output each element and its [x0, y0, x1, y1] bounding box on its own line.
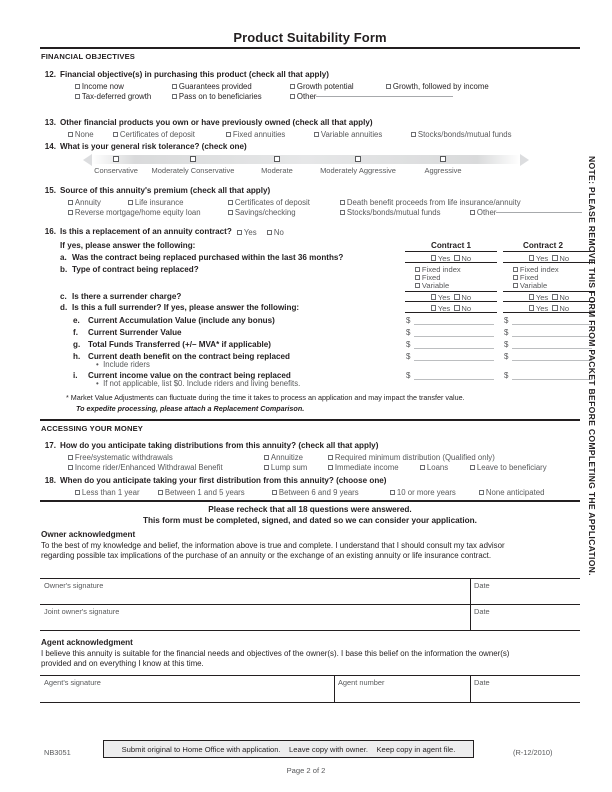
agent-signature-label: Agent's signature [44, 678, 101, 687]
checkbox-risk-aggressive[interactable] [440, 156, 446, 162]
q17-option-free-systematic-withdrawals[interactable]: Free/systematic withdrawals [68, 453, 173, 462]
section-heading-financial-objectives: FINANCIAL OBJECTIVES [41, 52, 135, 61]
q16d-contract2-yesno[interactable]: Yes No [503, 304, 595, 313]
q16b-text: Type of contract being replaced? [72, 265, 199, 274]
q16-if-yes-text: If yes, please answer the following: [60, 241, 196, 250]
q12-option-guarantees-provided[interactable] [172, 82, 252, 91]
q15-other-input-line[interactable] [496, 212, 582, 213]
q16e-text: Current Accumulation Value (include any bonus) [88, 316, 275, 325]
checkbox-16b-c2-fixed[interactable] [513, 275, 518, 280]
checkbox-stocks-bonds-mutual-funds[interactable] [411, 132, 416, 137]
q16h-contract1-dollar: $ [406, 352, 411, 361]
q13-option-label: None [74, 130, 94, 139]
checkbox-16a-c1-no[interactable] [454, 255, 459, 260]
q14-number: 14. [44, 142, 56, 151]
q18-option-between-6-and-9-years[interactable]: Between 6 and 9 years [272, 488, 359, 497]
q15-option-label: Reverse mortgage/home equity loan [74, 208, 201, 217]
q12-option-other[interactable] [290, 92, 453, 101]
footer-instruction-1: Submit original to Home Office with application. [121, 745, 281, 754]
title-rule [40, 47, 580, 49]
q17-text: How do you anticipate taking distributions from this annuity? (check all that apply) [60, 441, 379, 450]
q16e-label: e. [73, 316, 80, 325]
q15-option-annuity[interactable] [68, 198, 101, 207]
checkbox-tax-deferred-growth[interactable] [75, 94, 80, 99]
q15-option-other[interactable] [470, 208, 582, 217]
checkbox-annuitize[interactable] [264, 455, 269, 460]
q16-yes-label: Yes [243, 228, 257, 237]
agent-acknowledgment-line-1: I believe this annuity is suitable for the financial needs and objectives of the owner(s). I base this belief on the information the owner(s) [41, 649, 510, 658]
checkbox-immediate-income[interactable] [328, 465, 333, 470]
contract-2-header: Contract 2 [522, 241, 564, 250]
q18-option-10-or-more-years[interactable]: 10 or more years [390, 488, 456, 497]
q16g-text: Total Funds Transferred (+/– MVA* if applicable) [88, 340, 271, 349]
q15-option-label: Death benefit proceeds from life insurance/annuity [346, 198, 521, 207]
q16i-contract2-input[interactable] [512, 379, 592, 380]
q12-option-label: Tax-deferred growth [81, 92, 152, 101]
q12-text: Financial objective(s) in purchasing this product (check all that apply) [60, 70, 329, 79]
q16i-contract1-dollar: $ [406, 371, 411, 380]
checkbox-16d-c2-yes[interactable] [529, 305, 534, 310]
checkbox-16a-c2-no[interactable] [552, 255, 557, 260]
checkbox-16c-c2-yes[interactable] [529, 294, 534, 299]
checkbox-certificates-of-deposit[interactable] [113, 132, 118, 137]
q16h-contract2-dollar: $ [504, 352, 509, 361]
q16c-contract2-yesno[interactable]: Yes No [503, 293, 595, 302]
q16e-contract2-input[interactable] [512, 324, 592, 325]
checkbox-16a-c2-yes[interactable] [529, 255, 534, 260]
section-heading-accessing-your-money: ACCESSING YOUR MONEY [41, 424, 144, 433]
checkbox-free-systematic-withdrawals[interactable] [68, 455, 73, 460]
q15-option-reverse-mortgage[interactable] [68, 208, 201, 217]
q16b-contract2-variable[interactable]: Variable [513, 281, 547, 290]
checkbox-16b-c1-fixed[interactable] [415, 275, 420, 280]
vertical-remove-form-note: NOTE: PLEASE REMOVE THIS FORM FROM PACKET BEFORE COMPLETING THE APPLICATION. [587, 156, 597, 576]
risk-label-aggressive: Aggressive [424, 166, 462, 175]
risk-label-moderately-aggressive: Moderately Aggressive [320, 166, 396, 175]
q15-option-label: Certificates of deposit [234, 198, 310, 207]
checkbox-reverse-mortgage[interactable] [68, 210, 73, 215]
joint-owner-date-label: Date [474, 607, 490, 616]
q15-option-stocks-bonds-mutual-funds[interactable] [340, 208, 441, 217]
q16c-label: c. [60, 292, 67, 301]
checkbox-16c-c1-yes[interactable] [431, 294, 436, 299]
scale-arrow-left-icon [83, 154, 92, 166]
q16h-text: Current death benefit on the contract being replaced [88, 352, 290, 361]
q18-text: When do you anticipate taking your first distribution from this annuity? (choose one) [60, 476, 387, 485]
owner-sig-bottom-rule [40, 630, 580, 631]
q17-option-leave-to-beneficiary[interactable]: Leave to beneficiary [470, 463, 547, 472]
checkbox-between-1-and-5-years[interactable] [158, 490, 163, 495]
accessing-money-rule [40, 419, 580, 421]
checkbox-savings-checking[interactable] [228, 210, 233, 215]
q15-option-death-benefit-proceeds[interactable] [340, 198, 521, 207]
q12-option-label: Growth, followed by income [392, 82, 489, 91]
checkbox-q16-no[interactable] [267, 230, 272, 235]
contract2-rule-a-top [503, 251, 595, 252]
q16i-label: i. [73, 371, 78, 380]
q16b-contract2-fixed-index[interactable]: Fixed index [513, 265, 559, 274]
q16d-label: d. [60, 303, 68, 312]
q13-number: 13. [44, 118, 56, 127]
q13-text: Other financial products you own or have previously owned (check all that apply) [60, 118, 373, 127]
checkbox-16b-c1-fixed-index[interactable] [415, 267, 420, 272]
q12-option-label: Growth potential [296, 82, 354, 91]
q13-option-fixed-annuities[interactable] [226, 130, 285, 139]
q13-option-label: Fixed annuities [232, 130, 286, 139]
checkbox-16b-c2-variable[interactable] [513, 283, 518, 288]
checkbox-growth-potential[interactable] [290, 84, 295, 89]
agent-number-label: Agent number [338, 678, 385, 687]
agent-sig-divider-1 [334, 675, 335, 702]
checkbox-none[interactable] [68, 132, 73, 137]
q16c-contract1-yesno[interactable]: Yes No [405, 293, 497, 302]
owner-acknowledgment-line-2: regarding possible tax implications of the purchase of an annuity or the exchange of an existing annuity or life insurance contract. [41, 551, 492, 560]
contract1-rule-d-bot [405, 312, 497, 313]
q16a-contract1-yesno[interactable]: Yes No [405, 254, 497, 263]
q16f-contract2-dollar: $ [504, 328, 509, 337]
q16e-contract2-dollar: $ [504, 316, 509, 325]
q15-option-label: Stocks/bonds/mutual funds [346, 208, 441, 217]
form-number: NB3051 [44, 748, 71, 757]
q17-option-annuitize[interactable]: Annuitize [264, 453, 303, 462]
checkbox-pass-on-to-beneficiaries[interactable] [172, 94, 177, 99]
q16h-contract2-input[interactable] [512, 360, 592, 361]
q16e-contract1-input[interactable] [414, 324, 494, 325]
checkbox-annuity[interactable] [68, 200, 73, 205]
recheck-rule [40, 500, 580, 502]
checkbox-risk-moderately-conservative[interactable] [190, 156, 196, 162]
risk-scale-band [92, 155, 520, 164]
q12-option-pass-on-to-beneficiaries[interactable] [172, 92, 262, 101]
q18-number: 18. [44, 476, 56, 485]
q18-option-none-anticipated[interactable]: None anticipated [479, 488, 544, 497]
checkbox-between-6-and-9-years[interactable] [272, 490, 277, 495]
q16a-text: Was the contract being replaced purchased within the last 36 months? [72, 253, 344, 262]
checkbox-leave-to-beneficiary[interactable] [470, 465, 475, 470]
q16h-bullet: • Include riders [96, 360, 150, 369]
checkbox-growth-followed-by-income[interactable] [386, 84, 391, 89]
q17-number: 17. [44, 441, 56, 450]
q16b-contract1-fixed[interactable]: Fixed [415, 273, 440, 282]
footer-instruction-3: Keep copy in agent file. [376, 745, 456, 754]
checkbox-lump-sum[interactable] [264, 465, 269, 470]
q16d-text: Is this a full surrender? If yes, please answer the following: [72, 303, 300, 312]
q15-option-label: Life insurance [134, 198, 184, 207]
contract1-rule-c-bot [405, 301, 497, 302]
checkbox-risk-moderate[interactable] [274, 156, 280, 162]
q13-option-label: Variable annuities [320, 130, 383, 139]
checkbox-16c-c1-no[interactable] [454, 294, 459, 299]
q16-text: Is this a replacement of an annuity contract? [60, 227, 232, 236]
checkbox-16d-c2-no[interactable] [552, 305, 557, 310]
q16i-contract1-input[interactable] [414, 379, 494, 380]
q15-option-certificates-of-deposit[interactable] [228, 198, 310, 207]
checkbox-required-minimum-distribution[interactable] [328, 455, 333, 460]
q16i-contract2-dollar: $ [504, 371, 509, 380]
q15-option-label: Annuity [74, 198, 101, 207]
checkbox-16b-c1-variable[interactable] [415, 283, 420, 288]
q17-option-income-rider[interactable]: Income rider/Enhanced Withdrawal Benefit [68, 463, 223, 472]
q16-option-no[interactable] [267, 228, 284, 237]
checkbox-loans[interactable] [420, 465, 425, 470]
q16f-label: f. [73, 328, 78, 337]
risk-label-moderately-conservative: Moderately Conservative [151, 166, 235, 175]
q16f-contract2-input[interactable] [512, 336, 592, 337]
q13-option-stocks-bonds-mutual-funds[interactable] [411, 130, 512, 139]
owner-sig-mid-rule [40, 604, 580, 605]
checkbox-16a-c1-yes[interactable] [431, 255, 436, 260]
q17-option-loans[interactable]: Loans [420, 463, 448, 472]
agent-acknowledgment-line-2: provided and on everything I know at this time. [41, 659, 204, 668]
owner-sig-top-rule [40, 578, 580, 579]
agent-acknowledgment-heading: Agent acknowledgment [41, 638, 133, 647]
q15-text: Source of this annuity's premium (check all that apply) [60, 186, 271, 195]
q17-option-required-minimum-distribution[interactable]: Required minimum distribution (Qualified only) [328, 453, 495, 462]
q18-option-between-1-and-5-years[interactable]: Between 1 and 5 years [158, 488, 245, 497]
q17-option-lump-sum[interactable]: Lump sum [264, 463, 307, 472]
page-title: Product Suitability Form [233, 30, 387, 45]
q16a-contract2-yesno[interactable]: Yes No [503, 254, 595, 263]
recheck-line-2: This form must be completed, signed, and dated so we can consider your application. [143, 516, 477, 525]
q15-option-label: Other [476, 208, 497, 217]
q12-option-tax-deferred-growth[interactable] [75, 92, 151, 101]
q15-option-savings-checking[interactable] [228, 208, 296, 217]
q13-option-label: Certificates of deposit [119, 130, 195, 139]
q16f-text: Current Surrender Value [88, 328, 182, 337]
contract2-rule-a-bot [503, 262, 595, 263]
q16i-bullet: • If not applicable, list $0. Include riders and living benefits. [96, 379, 301, 388]
q15-option-label: Savings/checking [234, 208, 296, 217]
q13-option-variable-annuities[interactable] [314, 130, 382, 139]
checkbox-death-benefit-proceeds[interactable] [340, 200, 345, 205]
page-number: Page 2 of 2 [286, 766, 326, 775]
checkbox-life-insurance[interactable] [128, 200, 133, 205]
q16h-label: h. [73, 352, 81, 361]
q16g-contract1-dollar: $ [406, 340, 411, 349]
agent-date-label: Date [474, 678, 490, 687]
footer-instruction-2: Leave copy with owner. [289, 745, 368, 754]
q12-option-growth-followed-by-income[interactable] [386, 82, 489, 91]
q17-option-immediate-income[interactable]: Immediate income [328, 463, 399, 472]
checkbox-q12-other[interactable] [290, 94, 295, 99]
q16f-contract1-dollar: $ [406, 328, 411, 337]
risk-label-moderate: Moderate [261, 166, 293, 175]
contract1-rule-a-top [405, 251, 497, 252]
mva-footnote: * Market Value Adjustments can fluctuate during the time it takes to process an application and may impact the transfer value. [66, 393, 465, 402]
q16g-contract1-input[interactable] [414, 348, 494, 349]
checkbox-16c-c2-no[interactable] [552, 294, 557, 299]
checkbox-variable-annuities[interactable] [314, 132, 319, 137]
q16g-contract2-input[interactable] [512, 348, 592, 349]
contract2-rule-d-bot [503, 312, 595, 313]
q16h-contract1-input[interactable] [414, 360, 494, 361]
q12-option-label: Income now [81, 82, 124, 91]
joint-owner-signature-label: Joint owner's signature [44, 607, 120, 616]
checkbox-16b-c2-fixed-index[interactable] [513, 267, 518, 272]
expedite-note: To expedite processing, please attach a Replacement Comparison. [76, 404, 305, 413]
contract2-rule-c-bot [503, 301, 595, 302]
footer-instruction-box [103, 740, 474, 758]
q13-option-label: Stocks/bonds/mutual funds [417, 130, 512, 139]
q16g-contract2-dollar: $ [504, 340, 509, 349]
checkbox-none-anticipated[interactable] [479, 490, 484, 495]
contract-1-header: Contract 1 [430, 241, 472, 250]
q16b-contract1-fixed-index[interactable]: Fixed index [415, 265, 461, 274]
q12-option-growth-potential[interactable] [290, 82, 354, 91]
agent-sig-bottom-rule [40, 702, 580, 703]
checkbox-q15-stocks-bonds[interactable] [340, 210, 345, 215]
q16e-contract1-dollar: $ [406, 316, 411, 325]
q15-number: 15. [44, 186, 56, 195]
agent-sig-divider-2 [470, 675, 471, 702]
q12-option-label: Other [296, 92, 317, 101]
q12-number: 12. [44, 70, 56, 79]
q16g-label: g. [73, 340, 81, 349]
owner-acknowledgment-heading: Owner acknowledgment [41, 530, 136, 539]
owner-acknowledgment-line-1: To the best of my knowledge and belief, the information above is true and complete. I understand that I should consult my tax advisor [41, 541, 505, 550]
q16-no-label: No [273, 228, 284, 237]
owner-date-label: Date [474, 581, 490, 590]
checkbox-16d-c1-no[interactable] [454, 305, 459, 310]
checkbox-income-rider[interactable] [68, 465, 73, 470]
q16-option-yes[interactable] [237, 228, 257, 237]
contract1-rule-a-bot [405, 262, 497, 263]
checkbox-q16-yes[interactable] [237, 230, 242, 235]
checkbox-less-than-1-year[interactable] [75, 490, 80, 495]
checkbox-q15-other[interactable] [470, 210, 475, 215]
q12-option-label: Pass on to beneficiaries [178, 92, 262, 101]
recheck-line-1: Please recheck that all 18 questions were answered. [208, 505, 412, 514]
revision-code: (R-12/2010) [513, 748, 553, 757]
q16f-contract1-input[interactable] [414, 336, 494, 337]
agent-sig-top-rule [40, 675, 580, 676]
owner-sig-vertical-divider [470, 578, 471, 630]
q12-option-label: Guarantees provided [178, 82, 252, 91]
q13-option-certificates-of-deposit[interactable] [113, 130, 195, 139]
q16b-contract2-fixed[interactable]: Fixed [513, 273, 538, 282]
q12-option-income-now[interactable] [75, 82, 124, 91]
q16i-text: Current income value on the contract being replaced [88, 371, 291, 380]
owner-signature-label: Owner's signature [44, 581, 104, 590]
q16b-label: b. [60, 265, 68, 274]
checkbox-guarantees-provided[interactable] [172, 84, 177, 89]
q16c-text: Is there a surrender charge? [72, 292, 182, 301]
q12-other-input-line[interactable] [316, 96, 453, 97]
checkbox-risk-moderately-aggressive[interactable] [355, 156, 361, 162]
q13-option-none[interactable] [68, 130, 94, 139]
q16-number: 16. [44, 227, 56, 236]
q16a-label: a. [60, 253, 67, 262]
checkbox-10-or-more-years[interactable] [390, 490, 395, 495]
q18-option-less-than-1-year[interactable]: Less than 1 year [75, 488, 140, 497]
checkbox-q15-certificates-of-deposit[interactable] [228, 200, 233, 205]
risk-label-conservative: Conservative [94, 166, 138, 175]
q14-text: What is your general risk tolerance? (check one) [60, 142, 247, 151]
checkbox-16d-c1-yes[interactable] [431, 305, 436, 310]
q16d-contract1-yesno[interactable]: Yes No [405, 304, 497, 313]
checkbox-income-now[interactable] [75, 84, 80, 89]
checkbox-risk-conservative[interactable] [113, 156, 119, 162]
q15-option-life-insurance[interactable] [128, 198, 183, 207]
scale-arrow-right-icon [520, 154, 529, 166]
checkbox-fixed-annuities[interactable] [226, 132, 231, 137]
q16b-contract1-variable[interactable]: Variable [415, 281, 449, 290]
